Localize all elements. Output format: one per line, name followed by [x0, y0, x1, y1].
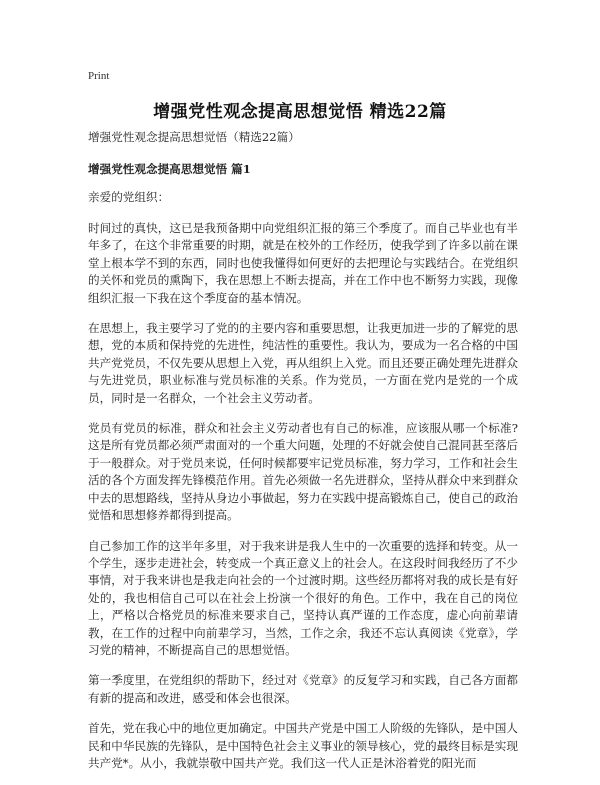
document-body	[88, 128, 518, 785]
paragraph: 时间过的真快，这已是我预备期中向党组织汇报的第三个季度了。而自己毕业也有半年多了，在这个非常重要的时期，就是在校外的工作经历，使我学到了许多以前在课堂上根本学不到的东西，同时也使我懂得如何更好的去把理论与实践结合。在党组织的关怀和党员的熏陶下，我在思想上不断去提高，并在工作中也不断努力实践，现像组织汇报一下我在这个季度奋的基本情况。	[88, 221, 518, 305]
paragraph: 首先，党在我心中的地位更加确定。中国共产党是中国工人阶级的先锋队，是中国人民和中华民族的先锋队，是中国特色社会主义事业的领导核心，党的最终目标是实现共产党*。从小，我就崇敬中国共产党。我们这一代人正是沐浴着党的阳光而	[88, 721, 518, 770]
section-heading: 增强党性观念提高思想觉悟 篇1	[88, 162, 251, 176]
page-title: 增强党性观念提高思想觉悟 精选22篇	[153, 102, 447, 122]
salutation: 亲爱的党组织：	[88, 190, 170, 204]
paragraph: 第一季度里，在党组织的帮助下，经过对《党章》的反复学习和实践，自己各方面都有新的提高和改进，感受和体会也很深。	[88, 673, 518, 705]
paragraph: 在思想上，我主要学习了党的的主要内容和重要思想，让我更加进一步的了解党的思想，党的本质和保持党的先进性，纯洁性的重要性。我认为，要成为一名合格的中国共产党党员，不仅先要从思想上入党，再从组织上入党。而且还要正确处理先进群众与先进党员，职业标准与党员标准的关系。作为党员，一方面在党内是党的一个成员，同时是一名群众，一个社会主义劳动者。	[88, 321, 518, 405]
paragraph: 自己参加工作的这半年多里，对于我来讲是我人生中的一次重要的选择和转变。从一个学生，逐步走进社会，转变成一个真正意义上的社会人。在这段时间我经历了不少事情，对于我来讲也是我走向社会的一个过渡时期。这些经历都将对我的成长是有好处的，我也相信自己可以在社会上扮演一个很好的角色。工作中，我在自己的岗位上，严格以合格党员的标准来要求自己，坚持认真严谨的工作态度，虚心向前辈请教，在工作的过程中向前辈学习，当然，工作之余，我还不忘认真阅读《党章》，学习党的精神，不断提高自己的思想觉悟。	[88, 538, 518, 657]
paragraph: 党员有党员的标准，群众和社会主义劳动者也有自己的标准，应该服从哪一个标准?这是所有党员都必须严肃面对的一个重大问题，处理的不好就会使自己混同甚至落后于一般群众。对于党员来说，任何时候都要牢记党员标准，努力学习，工作和社会生活的各个方面发挥先锋模范作用。首先必须做一名先进群众，坚持从群众中来到群众中去的思想路线，坚持从身边小事做起，努力在实践中提高锻炼自己，使自己的政治觉悟和思想修养都得到提高。	[88, 421, 518, 523]
document-subtitle: 增强党性观念提高思想觉悟（精选22篇）	[88, 130, 300, 144]
print-label: Print	[88, 70, 110, 82]
